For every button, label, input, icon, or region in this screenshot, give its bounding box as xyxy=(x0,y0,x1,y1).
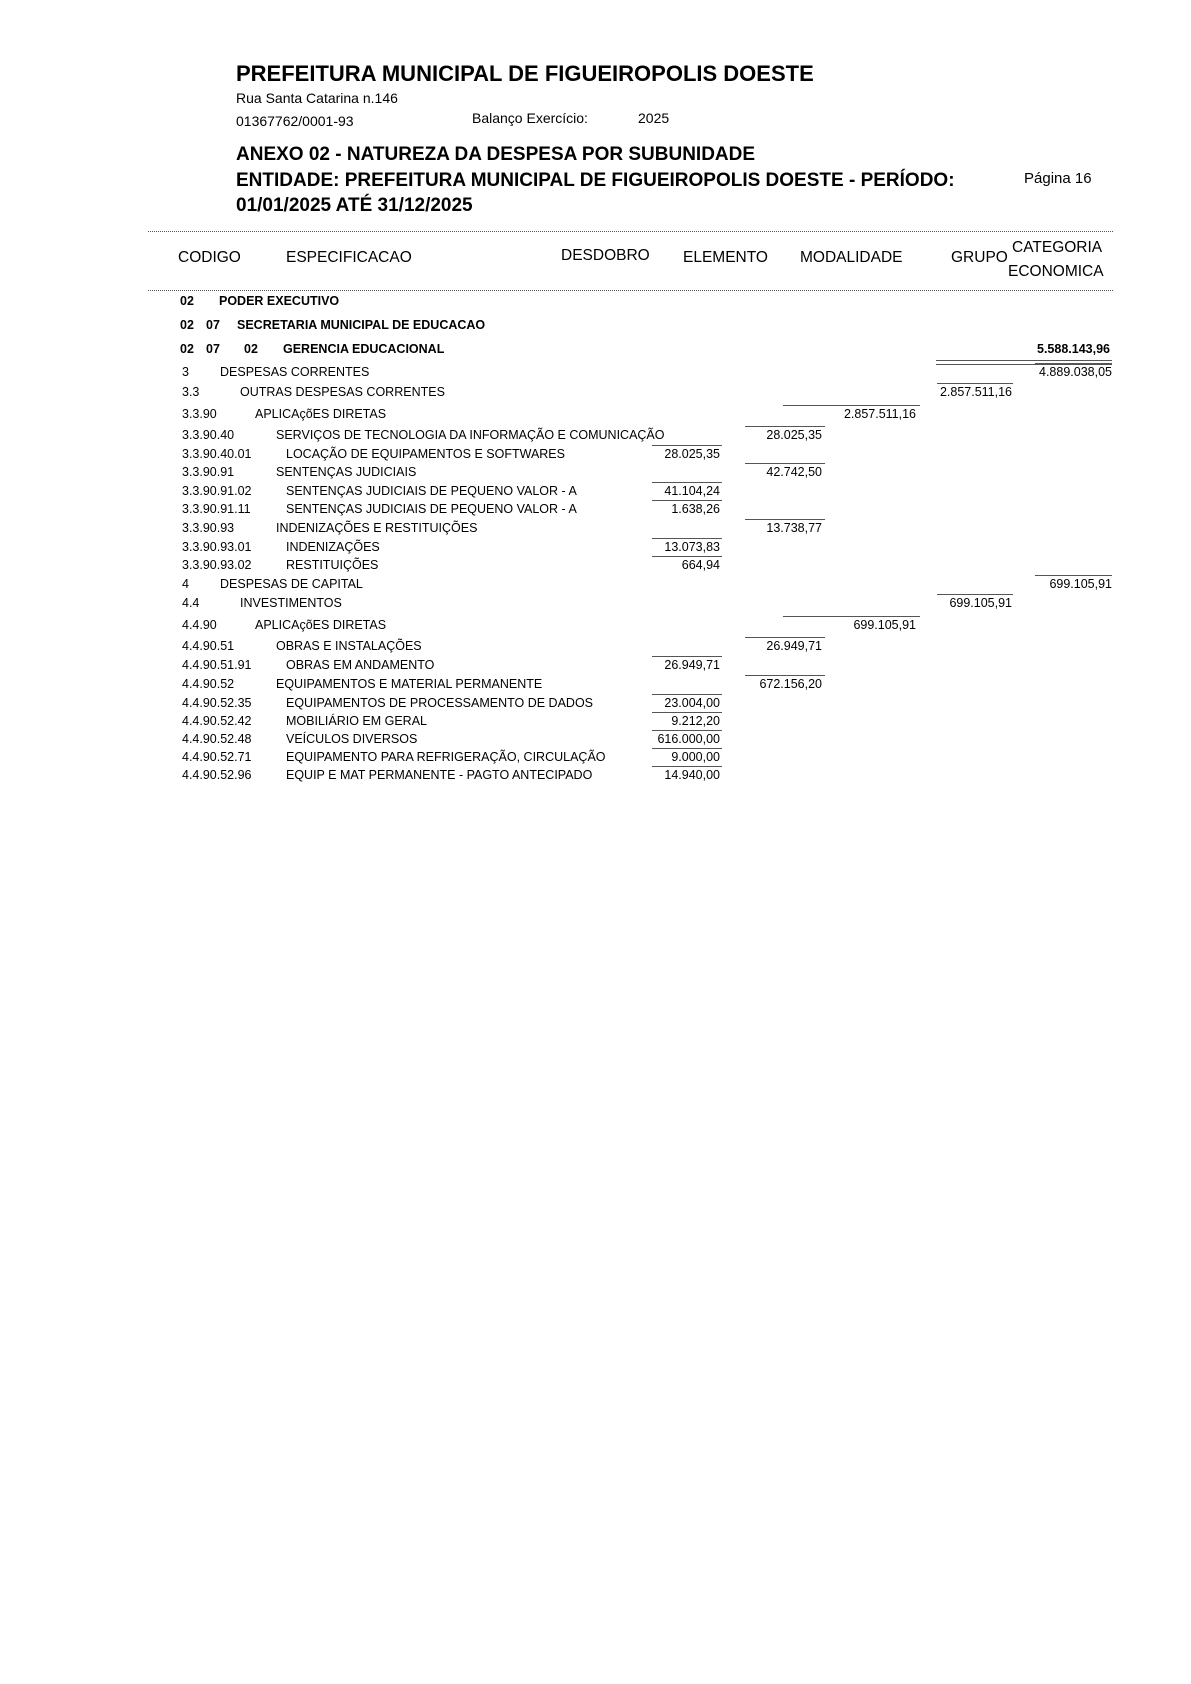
balance-year: 2025 xyxy=(638,110,670,126)
subtotal-rule xyxy=(1035,363,1112,364)
row-code: 3.3.90.93.01 xyxy=(182,540,252,554)
col-grupo: GRUPO xyxy=(951,249,1008,266)
table-row xyxy=(0,677,1191,693)
row-code: 3.3.90.40.01 xyxy=(182,447,252,461)
subtotal-rule xyxy=(937,594,1013,595)
entity-title: PREFEITURA MUNICIPAL DE FIGUEIROPOLIS DOESTE xyxy=(236,61,814,86)
row-description: APLICAçõES DIRETAS xyxy=(255,618,387,632)
subtotal-rule xyxy=(652,482,722,483)
entity-period-line2: 01/01/2025 ATÉ 31/12/2025 xyxy=(236,195,473,216)
row-elemento-value: 28.025,35 xyxy=(766,428,822,442)
unit-code: 02 xyxy=(180,342,194,356)
unit-name: SECRETARIA MUNICIPAL DE EDUCACAO xyxy=(237,318,486,332)
row-code: 4.4.90.52.96 xyxy=(182,768,252,782)
row-categoria-value: 4.889.038,05 xyxy=(1039,365,1112,379)
row-description: OBRAS E INSTALAÇÕES xyxy=(276,639,422,653)
table-row xyxy=(0,732,1191,748)
row-description: SERVIÇOS DE TECNOLOGIA DA INFORMAÇÃO E COMUNICAÇÃO xyxy=(276,428,665,442)
subtotal-rule xyxy=(652,500,722,501)
row-modalidade-value: 699.105,91 xyxy=(853,618,916,632)
row-description: SENTENÇAS JUDICIAIS DE PEQUENO VALOR - A xyxy=(286,484,577,498)
col-especificacao: ESPECIFICACAO xyxy=(286,249,412,266)
table-row xyxy=(0,768,1191,784)
row-code: 3 xyxy=(182,365,189,379)
subtotal-rule xyxy=(652,694,722,695)
header-rule xyxy=(148,290,1113,291)
unit-code: 02 xyxy=(180,294,194,308)
table-row xyxy=(0,714,1191,730)
table-row xyxy=(0,618,1191,634)
unit-total: 5.588.143,96 xyxy=(1037,342,1110,356)
table-row xyxy=(0,696,1191,712)
row-modalidade-value: 2.857.511,16 xyxy=(843,407,916,421)
table-row xyxy=(0,750,1191,766)
row-code: 3.3.90.93.02 xyxy=(182,558,252,572)
row-grupo-value: 699.105,91 xyxy=(949,596,1012,610)
unit-code: 02 xyxy=(244,342,258,356)
col-desdobro: DESDOBRO xyxy=(561,247,650,264)
table-row xyxy=(0,596,1191,612)
row-code: 3.3 xyxy=(182,385,200,399)
row-code: 3.3.90 xyxy=(182,407,217,421)
table-row xyxy=(0,428,1191,444)
row-categoria-value: 699.105,91 xyxy=(1049,577,1112,591)
subtotal-rule xyxy=(783,405,920,406)
row-desdobro-value: 9.000,00 xyxy=(671,750,720,764)
row-description: VEÍCULOS DIVERSOS xyxy=(286,732,418,746)
subtotal-rule xyxy=(745,463,825,464)
row-desdobro-value: 26.949,71 xyxy=(664,658,720,672)
subtotal-rule xyxy=(783,616,920,617)
cnpj: 01367762/0001-93 xyxy=(236,113,354,129)
row-code: 4.4.90.52.42 xyxy=(182,714,252,728)
subtotal-rule xyxy=(745,675,825,676)
row-description: SENTENÇAS JUDICIAIS DE PEQUENO VALOR - A xyxy=(286,502,577,516)
row-code: 3.3.90.91 xyxy=(182,465,235,479)
row-desdobro-value: 14.940,00 xyxy=(664,768,720,782)
row-description: APLICAçõES DIRETAS xyxy=(255,407,387,421)
col-modalidade: MODALIDADE xyxy=(800,249,903,266)
unit-level-2 xyxy=(0,318,1191,334)
row-code: 4.4 xyxy=(182,596,200,610)
subtotal-rule xyxy=(745,519,825,520)
row-code: 4.4.90.51 xyxy=(182,639,235,653)
col-elemento: ELEMENTO xyxy=(683,249,768,266)
subtotal-rule xyxy=(652,556,722,557)
row-elemento-value: 672.156,20 xyxy=(759,677,822,691)
unit-name: PODER EXECUTIVO xyxy=(219,294,340,308)
entity-period-line1: ENTIDADE: PREFEITURA MUNICIPAL DE FIGUEIROPOLIS DOESTE - PERÍODO: xyxy=(236,170,955,191)
table-row xyxy=(0,577,1191,593)
table-row xyxy=(0,407,1191,423)
col-codigo: CODIGO xyxy=(178,249,241,266)
address: Rua Santa Catarina n.146 xyxy=(236,90,398,106)
row-desdobro-value: 616.000,00 xyxy=(657,732,720,746)
row-desdobro-value: 23.004,00 xyxy=(664,696,720,710)
subtotal-rule xyxy=(652,730,722,731)
subtotal-rule xyxy=(745,637,825,638)
row-elemento-value: 26.949,71 xyxy=(766,639,822,653)
table-row xyxy=(0,365,1191,381)
subtotal-rule xyxy=(937,383,1013,384)
subtotal-rule xyxy=(652,712,722,713)
row-code: 4.4.90.52 xyxy=(182,677,235,691)
row-desdobro-value: 28.025,35 xyxy=(664,447,720,461)
table-row xyxy=(0,639,1191,655)
page-number: Página 16 xyxy=(1024,170,1092,187)
table-row xyxy=(0,521,1191,537)
subtotal-rule xyxy=(652,748,722,749)
subtotal-rule xyxy=(652,445,722,446)
row-grupo-value: 2.857.511,16 xyxy=(939,385,1012,399)
row-description: DESPESAS DE CAPITAL xyxy=(220,577,363,591)
table-row xyxy=(0,465,1191,481)
row-code: 4 xyxy=(182,577,189,591)
annex-title: ANEXO 02 - NATUREZA DA DESPESA POR SUBUNIDADE xyxy=(236,144,756,165)
row-description: OBRAS EM ANDAMENTO xyxy=(286,658,435,672)
table-row xyxy=(0,540,1191,556)
table-row xyxy=(0,558,1191,574)
table-row xyxy=(0,385,1191,401)
subtotal-rule xyxy=(652,538,722,539)
top-rule xyxy=(148,231,1113,232)
row-desdobro-value: 9.212,20 xyxy=(671,714,720,728)
row-code: 3.3.90.40 xyxy=(182,428,235,442)
unit-name: GERENCIA EDUCACIONAL xyxy=(283,342,445,356)
table-row xyxy=(0,658,1191,674)
row-code: 4.4.90 xyxy=(182,618,217,632)
row-description: EQUIP E MAT PERMANENTE - PAGTO ANTECIPADO xyxy=(286,768,593,782)
row-desdobro-value: 41.104,24 xyxy=(664,484,720,498)
subtotal-rule xyxy=(652,766,722,767)
unit-code: 07 xyxy=(206,342,220,356)
table-row xyxy=(0,484,1191,500)
row-description: LOCAÇÃO DE EQUIPAMENTOS E SOFTWARES xyxy=(286,447,565,461)
table-row xyxy=(0,447,1191,463)
row-code: 4.4.90.52.71 xyxy=(182,750,252,764)
col-categoria-l1: CATEGORIA xyxy=(1012,239,1103,256)
row-code: 3.3.90.91.02 xyxy=(182,484,252,498)
unit-code: 02 xyxy=(180,318,194,332)
row-code: 3.3.90.91.11 xyxy=(182,502,251,516)
row-elemento-value: 42.742,50 xyxy=(766,465,822,479)
unit-code: 07 xyxy=(206,318,220,332)
row-description: OUTRAS DESPESAS CORRENTES xyxy=(240,385,445,399)
row-description: INDENIZAÇÕES xyxy=(286,540,380,554)
unit-level-3 xyxy=(0,342,1191,358)
row-description: EQUIPAMENTOS E MATERIAL PERMANENTE xyxy=(276,677,543,691)
row-code: 4.4.90.51.91 xyxy=(182,658,252,672)
subtotal-rule xyxy=(652,656,722,657)
subtotal-rule xyxy=(1035,575,1112,576)
row-description: INVESTIMENTOS xyxy=(240,596,342,610)
row-elemento-value: 13.738,77 xyxy=(766,521,822,535)
subtotal-rule xyxy=(745,426,825,427)
table-row xyxy=(0,502,1191,518)
row-description: INDENIZAÇÕES E RESTITUIÇÕES xyxy=(276,521,478,535)
row-description: DESPESAS CORRENTES xyxy=(220,365,370,379)
row-code: 4.4.90.52.35 xyxy=(182,696,252,710)
row-code: 3.3.90.93 xyxy=(182,521,235,535)
unit-level-1 xyxy=(0,294,1191,310)
row-description: RESTITUIÇÕES xyxy=(286,558,379,572)
row-description: EQUIPAMENTOS DE PROCESSAMENTO DE DADOS xyxy=(286,696,594,710)
row-desdobro-value: 664,94 xyxy=(681,558,720,572)
row-code: 4.4.90.52.48 xyxy=(182,732,252,746)
row-desdobro-value: 13.073,83 xyxy=(664,540,720,554)
col-categoria-l2: ECONOMICA xyxy=(1008,263,1104,280)
row-description: MOBILIÁRIO EM GERAL xyxy=(286,714,428,728)
balance-label: Balanço Exercício: xyxy=(472,110,588,126)
row-description: EQUIPAMENTO PARA REFRIGERAÇÃO, CIRCULAÇÃO xyxy=(286,750,606,764)
row-description: SENTENÇAS JUDICIAIS xyxy=(276,465,417,479)
row-desdobro-value: 1.638,26 xyxy=(671,502,720,516)
